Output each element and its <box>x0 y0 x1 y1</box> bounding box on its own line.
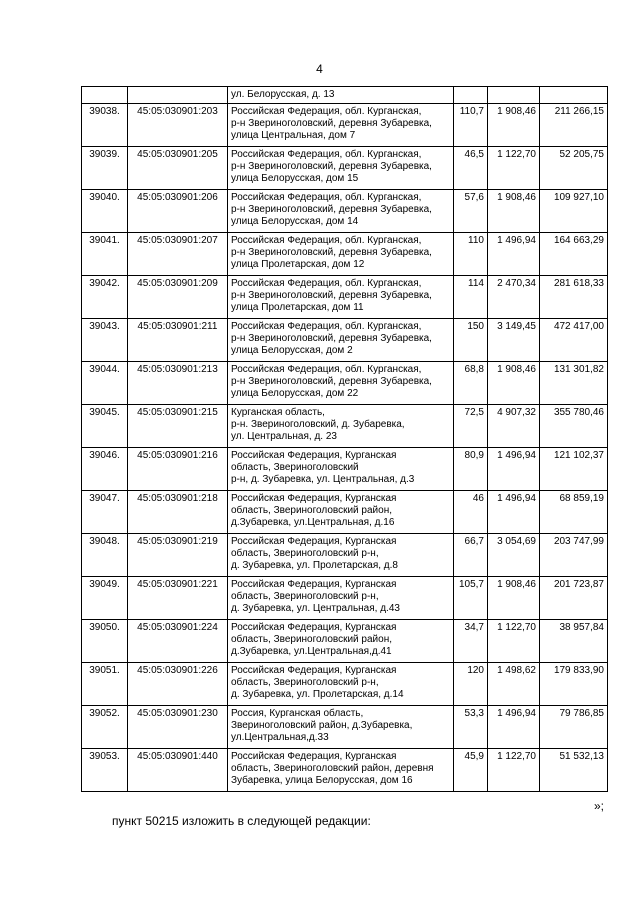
cell-value: 121 102,37 <box>540 448 608 491</box>
cell-price: 3 149,45 <box>488 319 540 362</box>
address-line: Российская Федерация, Курганская <box>231 536 397 547</box>
cell-value: 164 663,29 <box>540 233 608 276</box>
cell-price: 1 122,70 <box>488 620 540 663</box>
table-row <box>82 491 608 534</box>
cell-value: 131 301,82 <box>540 362 608 405</box>
page-number: 4 <box>316 62 323 76</box>
address-line: область, Звериноголовский район, <box>231 634 392 645</box>
address-line: улица Центральная, дом 7 <box>231 130 356 141</box>
address-line: Российская Федерация, Курганская <box>231 622 397 633</box>
cell-number: 39048. <box>82 534 128 577</box>
cell-number: 39039. <box>82 147 128 190</box>
cell-number: 39047. <box>82 491 128 534</box>
address-line: д.Зубаревка, ул.Центральная,д.41 <box>231 646 392 657</box>
cell-area: 120 <box>454 663 488 706</box>
cell-price: 1 908,46 <box>488 362 540 405</box>
table-row <box>82 233 608 276</box>
table-row <box>82 190 608 233</box>
cell-number: 39046. <box>82 448 128 491</box>
cell-value: 281 618,33 <box>540 276 608 319</box>
cell-price: 1 496,94 <box>488 233 540 276</box>
cell-number: 39043. <box>82 319 128 362</box>
cell-address: ул. Белорусская, д. 13 <box>228 87 454 104</box>
cell-number: 39040. <box>82 190 128 233</box>
address-line: Курганская область, <box>231 407 325 418</box>
table-row <box>82 663 608 706</box>
address-line: улица Белорусская, дом 14 <box>231 216 359 227</box>
table-row <box>82 405 608 448</box>
cell-cadastral: 45:05:030901:226 <box>128 663 228 706</box>
cell-number: 39038. <box>82 104 128 147</box>
cell-area: 34,7 <box>454 620 488 663</box>
address-line: р-н Звериноголовский, деревня Зубаревка, <box>231 290 432 301</box>
cell-area: 110,7 <box>454 104 488 147</box>
address-line: Российская Федерация, обл. Курганская, <box>231 364 422 375</box>
cell-value: 211 266,15 <box>540 104 608 147</box>
address-line: Российская Федерация, обл. Курганская, <box>231 278 422 289</box>
cell-price: 1 122,70 <box>488 749 540 792</box>
table-row <box>82 276 608 319</box>
table-row <box>82 319 608 362</box>
table-row <box>82 448 608 491</box>
address-line: Российская Федерация, обл. Курганская, <box>231 149 422 160</box>
cell-value: 51 532,13 <box>540 749 608 792</box>
address-line: область, Звериноголовский <box>231 462 359 473</box>
address-line: область, Звериноголовский район, деревня <box>231 763 434 774</box>
table-row-continuation <box>82 87 608 104</box>
cell-address <box>228 233 454 276</box>
cell-value: 38 957,84 <box>540 620 608 663</box>
cell-number: 39052. <box>82 706 128 749</box>
cell-value: 355 780,46 <box>540 405 608 448</box>
cell-area: 114 <box>454 276 488 319</box>
registry-table <box>81 86 608 792</box>
cell-number: 39041. <box>82 233 128 276</box>
table-row <box>82 104 608 147</box>
cell-value: 79 786,85 <box>540 706 608 749</box>
cell-number: 39044. <box>82 362 128 405</box>
cell-value: 203 747,99 <box>540 534 608 577</box>
cell-address <box>228 491 454 534</box>
cell-area: 53,3 <box>454 706 488 749</box>
cell-address <box>228 276 454 319</box>
cell-area: 105,7 <box>454 577 488 620</box>
address-line: улица Пролетарская, дом 12 <box>231 259 365 270</box>
cell-address <box>228 405 454 448</box>
table-row <box>82 749 608 792</box>
cell-number: 39042. <box>82 276 128 319</box>
cell-address <box>228 577 454 620</box>
cell-address <box>228 147 454 190</box>
cell-cadastral: 45:05:030901:221 <box>128 577 228 620</box>
cell-area: 57,6 <box>454 190 488 233</box>
cell-area: 68,8 <box>454 362 488 405</box>
address-line: улица Пролетарская, дом 11 <box>231 302 364 313</box>
address-line: Российская Федерация, обл. Курганская, <box>231 192 422 203</box>
cell-area: 80,9 <box>454 448 488 491</box>
cell-price: 1 496,94 <box>488 491 540 534</box>
amendment-text: пункт 50215 изложить в следующей редакции: <box>112 814 371 828</box>
address-line: р-н Звериноголовский, деревня Зубаревка, <box>231 204 432 215</box>
cell-value: 68 859,19 <box>540 491 608 534</box>
address-line: д.Зубаревка, ул.Центральная, д.16 <box>231 517 395 528</box>
cell-cadastral: 45:05:030901:207 <box>128 233 228 276</box>
address-line: д. Зубаревка, ул. Центральная, д.43 <box>231 603 400 614</box>
cell-number: 39053. <box>82 749 128 792</box>
cell-value: 201 723,87 <box>540 577 608 620</box>
cell-cadastral: 45:05:030901:218 <box>128 491 228 534</box>
cell-value: 109 927,10 <box>540 190 608 233</box>
address-line: Российская Федерация, обл. Курганская, <box>231 235 422 246</box>
cell-cadastral: 45:05:030901:206 <box>128 190 228 233</box>
cell-value: 472 417,00 <box>540 319 608 362</box>
cell-price: 3 054,69 <box>488 534 540 577</box>
cell-price: 1 496,94 <box>488 706 540 749</box>
cell-area: 110 <box>454 233 488 276</box>
cell-area: 46,5 <box>454 147 488 190</box>
cell-address <box>228 663 454 706</box>
cell-cadastral <box>128 87 228 104</box>
cell-price: 1 908,46 <box>488 190 540 233</box>
cell-price: 1 122,70 <box>488 147 540 190</box>
table-row <box>82 577 608 620</box>
table-row <box>82 147 608 190</box>
address-line: ул. Центральная, д. 23 <box>231 431 337 442</box>
table-row <box>82 534 608 577</box>
cell-cadastral: 45:05:030901:205 <box>128 147 228 190</box>
cell-address <box>228 620 454 663</box>
cell-area: 45,9 <box>454 749 488 792</box>
cell-price: 1 908,46 <box>488 104 540 147</box>
cell-cadastral: 45:05:030901:209 <box>128 276 228 319</box>
cell-price: 1 498,62 <box>488 663 540 706</box>
table-row <box>82 706 608 749</box>
cell-cadastral: 45:05:030901:203 <box>128 104 228 147</box>
cell-address <box>228 448 454 491</box>
address-line: д. Зубаревка, ул. Пролетарская, д.14 <box>231 689 404 700</box>
registry-table-body <box>82 87 608 792</box>
cell-price: 1 908,46 <box>488 577 540 620</box>
cell-address <box>228 749 454 792</box>
cell-area: 72,5 <box>454 405 488 448</box>
address-line: Российская Федерация, Курганская <box>231 751 397 762</box>
cell-number: 39049. <box>82 577 128 620</box>
table-row <box>82 620 608 663</box>
address-line: р-н Звериноголовский, деревня Зубаревка, <box>231 333 432 344</box>
cell-cadastral: 45:05:030901:440 <box>128 749 228 792</box>
cell-address <box>228 104 454 147</box>
cell-cadastral: 45:05:030901:230 <box>128 706 228 749</box>
closing-quote: »; <box>594 799 605 813</box>
cell-cadastral: 45:05:030901:215 <box>128 405 228 448</box>
address-line: улица Белорусская, дом 2 <box>231 345 353 356</box>
address-line: Российская Федерация, Курганская <box>231 579 397 590</box>
cell-price: 2 470,34 <box>488 276 540 319</box>
cell-number <box>82 87 128 104</box>
cell-value <box>540 87 608 104</box>
cell-cadastral: 45:05:030901:213 <box>128 362 228 405</box>
cell-number: 39051. <box>82 663 128 706</box>
address-line: Россия, Курганская область, <box>231 708 364 719</box>
address-line: ул.Центральная,д.33 <box>231 732 329 743</box>
cell-cadastral: 45:05:030901:211 <box>128 319 228 362</box>
address-line: р-н Звериноголовский, деревня Зубаревка, <box>231 247 432 258</box>
address-line: Зубаревка, улица Белорусская, дом 16 <box>231 775 413 786</box>
cell-price: 1 496,94 <box>488 448 540 491</box>
address-line: улица Белорусская, дом 22 <box>231 388 359 399</box>
cell-price <box>488 87 540 104</box>
cell-address <box>228 190 454 233</box>
cell-value: 179 833,90 <box>540 663 608 706</box>
table-row <box>82 362 608 405</box>
cell-area <box>454 87 488 104</box>
address-line: Российская Федерация, Курганская <box>231 493 397 504</box>
address-line: Российская Федерация, Курганская <box>231 665 397 676</box>
cell-cadastral: 45:05:030901:224 <box>128 620 228 663</box>
address-line: р-н Звериноголовский, деревня Зубаревка, <box>231 118 432 129</box>
cell-price: 4 907,32 <box>488 405 540 448</box>
cell-cadastral: 45:05:030901:216 <box>128 448 228 491</box>
address-line: р-н Звериноголовский, деревня Зубаревка, <box>231 161 432 172</box>
cell-number: 39045. <box>82 405 128 448</box>
address-line: Российская Федерация, обл. Курганская, <box>231 106 422 117</box>
address-line: р-н. Звериноголовский, д. Зубаревка, <box>231 419 405 430</box>
address-line: Российская Федерация, Курганская <box>231 450 397 461</box>
cell-cadastral: 45:05:030901:219 <box>128 534 228 577</box>
address-line: Российская Федерация, обл. Курганская, <box>231 321 422 332</box>
address-line: область, Звериноголовский р-н, <box>231 548 379 559</box>
cell-area: 46 <box>454 491 488 534</box>
cell-area: 66,7 <box>454 534 488 577</box>
cell-address <box>228 706 454 749</box>
address-line: область, Звериноголовский р-н, <box>231 591 379 602</box>
cell-address <box>228 319 454 362</box>
cell-area: 150 <box>454 319 488 362</box>
cell-value: 52 205,75 <box>540 147 608 190</box>
address-line: область, Звериноголовский район, <box>231 505 392 516</box>
address-line: р-н, д. Зубаревка, ул. Центральная, д.3 <box>231 474 415 485</box>
address-line: д. Зубаревка, ул. Пролетарская, д.8 <box>231 560 398 571</box>
cell-address <box>228 362 454 405</box>
address-line: область, Звериноголовский р-н, <box>231 677 379 688</box>
address-line: Звериноголовский район, д.Зубаревка, <box>231 720 413 731</box>
cell-number: 39050. <box>82 620 128 663</box>
cell-address <box>228 534 454 577</box>
address-line: улица Белорусская, дом 15 <box>231 173 359 184</box>
address-line: р-н Звериноголовский, деревня Зубаревка, <box>231 376 432 387</box>
